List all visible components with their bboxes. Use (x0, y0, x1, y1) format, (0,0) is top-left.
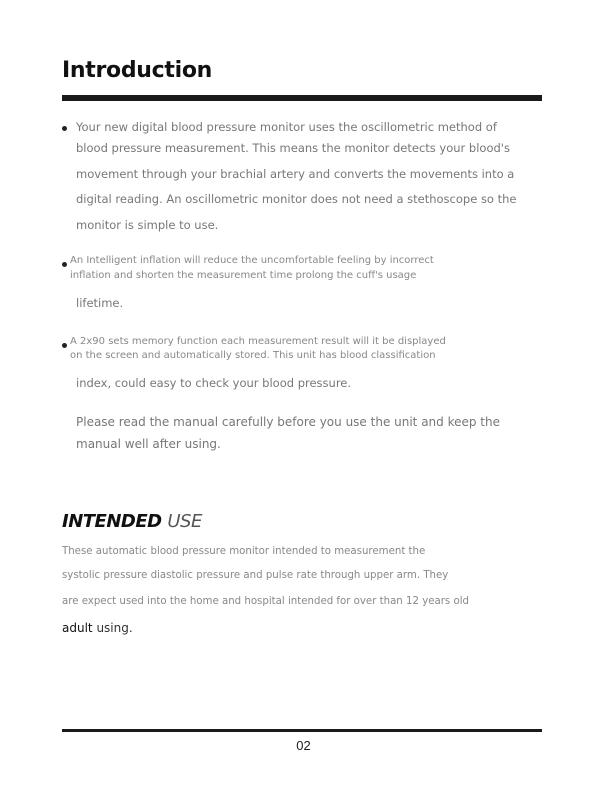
bullet-2-line-1: An Intelligent inflation will reduce the uncomfortable feeling by incorrect (70, 255, 434, 266)
intended-line-3: are expect used into the home and hospital intended for over than 12 years old (62, 596, 470, 607)
page-title: Introduction (62, 58, 213, 83)
bullet-1-line-3: movement through your brachial artery and converts the movements into a (76, 167, 515, 181)
intended-use-heading (62, 511, 202, 532)
note-line-2: manual well after using. (76, 437, 221, 451)
bullet-1-line-2: blood pressure measurement. This means the monitor detects your blood's (76, 141, 510, 155)
intended-line-4 (62, 621, 133, 635)
bullet-3-line-1: A 2x90 sets memory function each measurement result will it be displayed (70, 336, 446, 347)
bullet-2-line-3: lifetime. (76, 296, 124, 310)
footer-divider (62, 729, 542, 732)
bullet-2-dot (62, 262, 67, 267)
intended-use-heading-word-2: USE (167, 511, 202, 532)
intended-last-word-2: using. (96, 621, 133, 635)
bullet-3-line-3: index, could easy to check your blood pressure. (76, 376, 352, 390)
intended-last-word-1: adult (62, 621, 93, 635)
bullet-1-line-1: Your new digital blood pressure monitor uses the oscillometric method of (76, 120, 497, 134)
bullet-3-line-2: on the screen and automatically stored. This unit has blood classification (70, 350, 436, 361)
bullet-1-line-5: monitor is simple to use. (76, 218, 219, 232)
intended-line-1: These automatic blood pressure monitor intended to measurement the (62, 546, 426, 557)
bullet-3-dot (62, 343, 67, 348)
intended-use-heading-word-1: INTENDED (62, 511, 162, 532)
intended-line-2: systolic pressure diastolic pressure and pulse rate through upper arm. They (62, 570, 449, 581)
bullet-1-dot (62, 126, 67, 131)
title-divider (62, 95, 542, 101)
note-line-1: Please read the manual carefully before you use the unit and keep the (76, 415, 501, 429)
bullet-2-line-2: inflation and shorten the measurement time prolong the cuff's usage (70, 270, 417, 281)
page-number: 02 (296, 738, 311, 753)
bullet-1-line-4: digital reading. An oscillometric monitor does not need a stethoscope so the (76, 192, 517, 206)
